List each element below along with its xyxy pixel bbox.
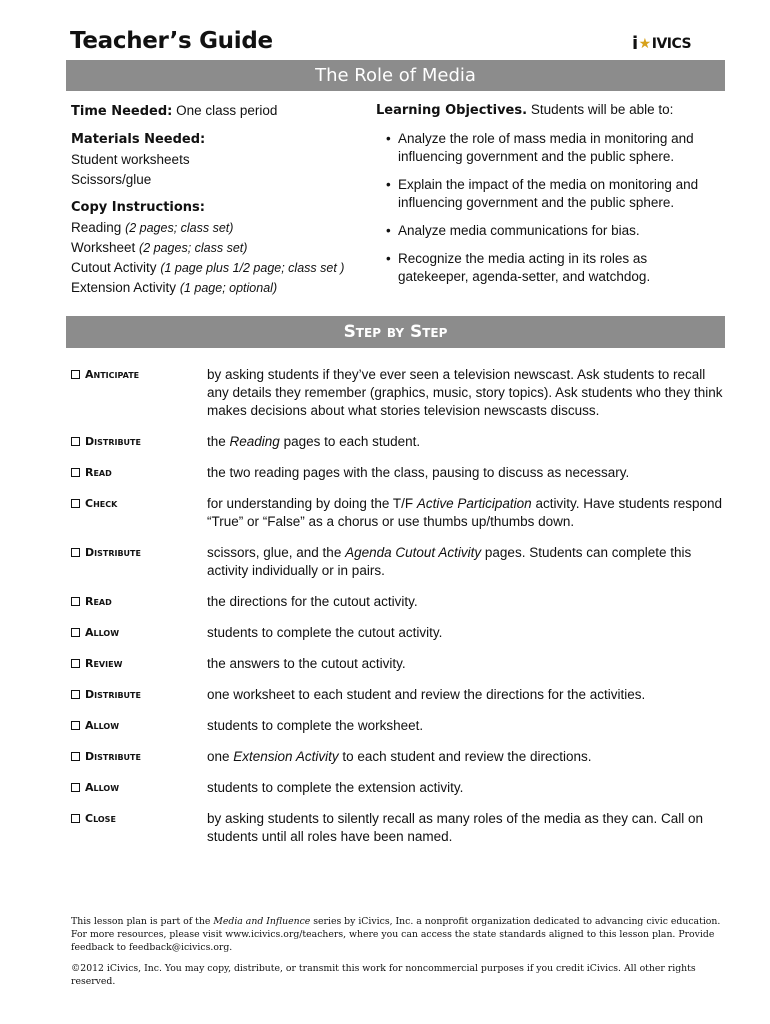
material-item: Scissors/glue	[71, 172, 152, 187]
step-description: the two reading pages with the class, pausing to discuss as necessary.	[207, 465, 630, 480]
bullet: •	[386, 131, 391, 146]
checkbox-icon[interactable]	[71, 370, 80, 379]
step-description: one Extension Activity to each student and review the directions.	[207, 749, 592, 764]
checkbox-icon[interactable]	[71, 814, 80, 823]
step-verb: Close	[71, 810, 207, 846]
checkbox-icon[interactable]	[71, 499, 80, 508]
step-verb: Allow	[71, 624, 207, 642]
lesson-title: The Role of Media	[66, 60, 725, 91]
step-description: for understanding by doing the T/F Active Participation activity. Have students respond “True” or “False” as a chorus or use thumbs up/thumbs down.	[207, 496, 723, 529]
step-row	[71, 544, 726, 580]
checkbox-icon[interactable]	[71, 468, 80, 477]
objective-item: • Analyze the role of mass media in monitoring and influencing government and the public sphere.	[386, 131, 694, 164]
step-description: the directions for the cutout activity.	[207, 594, 418, 609]
objective-item: • Analyze media communications for bias.	[386, 223, 640, 238]
step-description: students to complete the cutout activity.	[207, 625, 443, 640]
step-description: scissors, glue, and the Agenda Cutout Activity pages. Students can complete this activity individually or in pairs.	[207, 545, 692, 578]
copy-item: Extension Activity (1 page; optional)	[71, 280, 278, 295]
step-verb: Anticipate	[71, 366, 207, 420]
step-verb: Distribute	[71, 686, 207, 704]
step-verb: Check	[71, 495, 207, 531]
step-verb: Distribute	[71, 544, 207, 580]
copy-item: Cutout Activity (1 page plus 1/2 page; class set )	[71, 260, 345, 275]
step-verb: Distribute	[71, 748, 207, 766]
bullet: •	[386, 223, 391, 238]
step-by-step-header: Step by Step	[66, 316, 725, 348]
copy-instructions: Copy Instructions: Reading (2 pages; class set) Worksheet (2 pages; class set) Cutout Activity (1 page plus 1/2 page; class set ) Extension Activity (1 page; optional)	[71, 198, 361, 298]
learning-objectives: Learning Objectives. Students will be able to: • Analyze the role of mass media in monitoring and influencing government and the public sphere. • Explain the impact of the media on monitoring and influencing government and the public sphere. • Analyze media communications for bias. • Recognize the media acting in its roles as gatekeeper, agenda-setter, and watchdog.	[376, 101, 721, 296]
step-row	[71, 366, 726, 420]
steps-list	[71, 366, 726, 859]
step-description: students to complete the extension activity.	[207, 780, 464, 795]
step-verb: Review	[71, 655, 207, 673]
step-description: the Reading pages to each student.	[207, 434, 421, 449]
step-row	[71, 593, 726, 611]
objective-item: • Recognize the media acting in its roles as gatekeeper, agenda-setter, and watchdog.	[386, 251, 651, 284]
step-description: students to complete the worksheet.	[207, 718, 424, 733]
checkbox-icon[interactable]	[71, 628, 80, 637]
step-row	[71, 686, 726, 704]
copy-item: Worksheet (2 pages; class set)	[71, 240, 248, 255]
footer-note: This lesson plan is part of the Media and Influence series by iCivics, Inc. a nonprofit organization dedicated to advancing civic education. For more resources, please visit www.icivics.org/teachers, where you can access the state standards aligned to this lesson plan. Provide feedback to feedback@icivics.org.	[71, 916, 721, 953]
copy-item: Reading (2 pages; class set)	[71, 220, 234, 235]
step-row	[71, 464, 726, 482]
step-row	[71, 495, 726, 531]
bullet: •	[386, 177, 391, 192]
step-row	[71, 655, 726, 673]
time-needed: Time Needed: One class period	[71, 103, 278, 119]
footer	[71, 915, 726, 996]
step-verb: Read	[71, 593, 207, 611]
lesson-details	[71, 101, 361, 298]
checkbox-icon[interactable]	[71, 721, 80, 730]
checkbox-icon[interactable]	[71, 783, 80, 792]
icivics-logo: i ★ IVICS	[632, 33, 692, 54]
material-item: Student worksheets	[71, 152, 190, 167]
step-description: one worksheet to each student and review the directions for the activities.	[207, 687, 646, 702]
checkbox-icon[interactable]	[71, 690, 80, 699]
checkbox-icon[interactable]	[71, 659, 80, 668]
step-verb: Distribute	[71, 433, 207, 451]
step-row	[71, 779, 726, 797]
checkbox-icon[interactable]	[71, 597, 80, 606]
step-description: by asking students if they’ve ever seen a television newscast. Ask students to recall any details they remember (graphics, music, story topics). Ask students who they think makes decisions about what stories television newscasts discuss.	[207, 367, 723, 418]
checkbox-icon[interactable]	[71, 752, 80, 761]
step-verb: Read	[71, 464, 207, 482]
star-icon: ★	[638, 35, 651, 52]
bullet: •	[386, 251, 391, 266]
step-description: by asking students to silently recall as many roles of the media as they can. Call on students until all roles have been named.	[207, 811, 703, 844]
page-title: Teacher’s Guide	[70, 28, 273, 54]
copyright: ©2012 iCivics, Inc. You may copy, distribute, or transmit this work for noncommercial purposes if you credit iCivics. All other rights reserved.	[71, 963, 696, 987]
step-verb: Allow	[71, 717, 207, 735]
checkbox-icon[interactable]	[71, 548, 80, 557]
objective-item: • Explain the impact of the media on monitoring and influencing government and the public sphere.	[386, 177, 699, 210]
step-verb: Allow	[71, 779, 207, 797]
step-row	[71, 717, 726, 735]
step-row	[71, 433, 726, 451]
materials-section: Materials Needed: Student worksheets Scissors/glue	[71, 130, 361, 190]
step-row	[71, 810, 726, 846]
step-row	[71, 624, 726, 642]
checkbox-icon[interactable]	[71, 437, 80, 446]
step-description: the answers to the cutout activity.	[207, 656, 406, 671]
step-row	[71, 748, 726, 766]
